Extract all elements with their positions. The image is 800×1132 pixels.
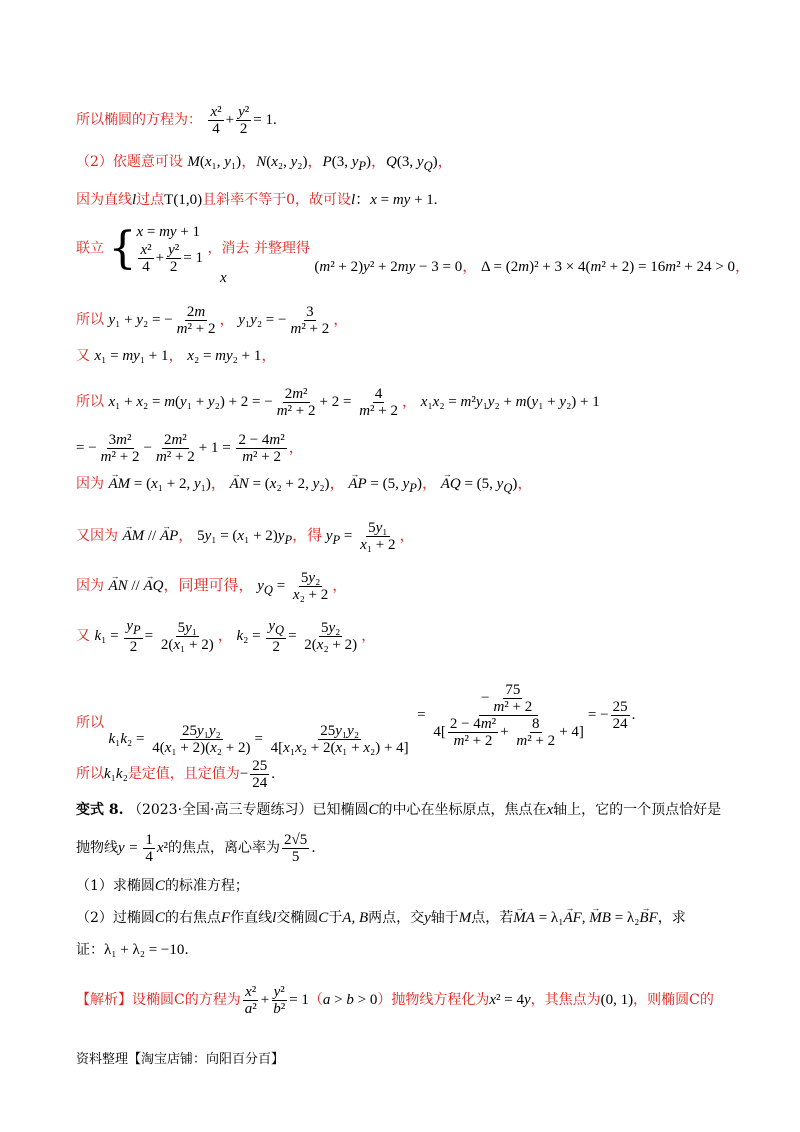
text: 抛物线方程化为 — [391, 991, 490, 1008]
formula: → AM // → AP， $5y_1 = (x_1 + 2)y_P$，得 $y_P$ = $\frac{\text{5y₁}}{\text{x₁ + 2}}$ ， — [122, 528, 414, 544]
line-x-product — [76, 432, 304, 465]
line-vieta — [76, 304, 348, 337]
line-conclusion — [76, 758, 275, 791]
text: 所以 — [76, 393, 104, 410]
formula: M(x₁, y₁)，N(x₂, y₂)，P(3, $y_P$)，Q(3, $y_Q$)， — [187, 154, 453, 173]
text: 因为 — [76, 476, 104, 492]
solution-tag: 【解析】 — [76, 991, 132, 1008]
line-solution-start — [76, 984, 714, 1017]
line-x-expr — [76, 346, 276, 366]
formula: $\frac{\text{x²}}{\text{a²}}$ + $\frac{\text{y²}}{\text{b²}}$ = 1 — [244, 984, 309, 1017]
formula: x₁ = my₁ + 1， x₂ = my₂ + 1， — [94, 348, 277, 364]
text: （2）依题意可设 — [76, 154, 183, 170]
var-l: l — [132, 192, 137, 208]
text: 所以 — [76, 714, 104, 731]
text: 因为 — [76, 577, 104, 594]
line-simultaneous — [76, 222, 750, 275]
problem-label: 变式 8. — [76, 802, 124, 818]
text: 并整理得 — [253, 240, 310, 257]
formula: x² = 4y — [489, 991, 531, 1008]
text: ，则椭圆C的 — [633, 991, 714, 1008]
text: 又因为 — [76, 527, 118, 544]
formula: k₁k₂ = $\frac{\text{25y₁y₂}}{\text{4(x₁ + 2)(x₂ + 2)}}$ = $\frac{\text{25y₁y₂}}{\text{4[x₁x₂ + 2(x₁ + x₂) + 4]}}$ — [108, 723, 409, 756]
line-x-sum — [76, 386, 600, 419]
formula: → AM = (x₁ + 2, y₁)， → AN = (x₂ + 2, y₂)， → AP = (5, $y_P$)， → AQ = (5, $y_Q$)， — [108, 476, 532, 492]
text: 联立 — [76, 240, 104, 257]
equation-system: { x = my + 1 $\frac{\text{x²}}{4}$ + $\frac{\text{y²}}{2}$ = 1 — [108, 222, 203, 275]
line-parallel-1 — [76, 520, 415, 553]
text: 且斜率不等于0，故可设 — [202, 192, 351, 208]
formula: (m² + 2)y² + 2my − 3 = 0， Δ = (2m)² + 3 × 4(m² + 2) = 16m² + 24 > 0， — [314, 258, 751, 275]
problem-line-2: 抛物线y = $\frac{1}{4}$ x²的焦点，离心率为 $\frac{2√5}{5}$ . — [76, 832, 316, 865]
line-k-product — [76, 676, 636, 756]
var-l: l — [351, 192, 356, 208]
formula: $\frac{\text{x²}}{4}$ + $\frac{\text{y²}}{2}$ = 1. — [210, 104, 277, 137]
problem-part-2-cont: 证：λ₁ + λ₂ = −10. — [76, 942, 189, 958]
problem-text: （2023·全国·高三专题练习）已知椭圆C的中心在坐标原点，焦点在x轴上，它的一个顶点恰好是 — [127, 802, 722, 818]
text: 是定值，且定值为 — [127, 765, 240, 782]
problem-part-1: （1）求椭圆C的标准方程； — [76, 878, 249, 894]
text: 又 — [76, 627, 90, 644]
text: 过点 — [136, 192, 165, 208]
text: 设椭圆C的方程为 — [132, 991, 241, 1008]
formula-final: = − $\frac{75}{\text{m² + 2}}$ 4[ $\frac{\text{2 − 4m²}}{\text{m² + 2}}$ + $\frac{8}{\text{m² + 2}}$ + 4] = − $\frac{25}{24}$ . — [417, 682, 636, 749]
focus: (0, 1) — [600, 991, 634, 1008]
problem-part-2: （2）过椭圆C的右焦点F作直线l交椭圆C于A, B两点，交y轴于M点，若→ MA = λ₁→ AF, → MB = λ₂→ BF，求 — [76, 908, 686, 928]
k-product: k₁k₂ — [104, 765, 128, 782]
text: ，消去 — [207, 240, 250, 257]
line-line-l — [76, 190, 438, 210]
line-assume-points — [76, 152, 453, 176]
problem-header — [76, 800, 721, 820]
value: − $\frac{25}{24}$ . — [239, 758, 276, 791]
formula: → AN // → AQ，同理可得， $y_Q$ = $\frac{\text{5y₂}}{\text{x₂ + 2}}$ ， — [108, 578, 347, 594]
point-T: T(1,0) — [164, 192, 203, 208]
footer-source: 资料整理【淘宝店铺：向阳百分百】 — [76, 1052, 285, 1067]
formula: y₁ + y₂ = − $\frac{2m}{\text{m² + 2}}$ ， y₁y₂ = − $\frac{3}{\text{m² + 2}}$ ， — [108, 304, 349, 337]
line-parallel-2 — [76, 570, 347, 603]
condition: （a > b > 0） — [308, 991, 392, 1008]
line-vectors — [76, 474, 532, 498]
formula: = − $\frac{\text{3m²}}{\text{m² + 2}}$ − $\frac{\text{2m²}}{\text{m² + 2}}$ + 1 = $\frac{\text{2 − 4m²}}{\text{m² + 2}}$ ， — [76, 432, 304, 465]
formula: x₁ + x₂ = m(y₁ + y₂) + 2 = − $\frac{\text{2m²}}{\text{m² + 2}}$ + 2 = $\frac{4}{\text{m² + 2}}$ ， x₁x₂ = m²y₁y₂ + m(y₁ + y₂) + 1 — [108, 386, 600, 419]
text: 又 — [76, 348, 90, 364]
text: ，其焦点为 — [530, 991, 601, 1008]
text: 所以椭圆的方程为： — [76, 111, 202, 128]
text: 所以 — [76, 765, 104, 782]
formula: ：x = my + 1. — [355, 192, 438, 208]
line-ellipse-equation — [76, 104, 277, 137]
text: 因为直线 — [76, 192, 132, 208]
line-slopes — [76, 618, 376, 655]
text: 所以 — [76, 311, 104, 328]
formula: k₁ = $\frac{y_P}{2}$ = $\frac{\text{5y₁}}{\text{2(x₁ + 2)}}$ ， k₂ = $\frac{y_Q}{2}$ = $\frac{\text{5y₂}}{\text{2(x₂ + 2)}}$ ， — [94, 618, 377, 655]
var-x-eliminated: x — [220, 270, 227, 286]
